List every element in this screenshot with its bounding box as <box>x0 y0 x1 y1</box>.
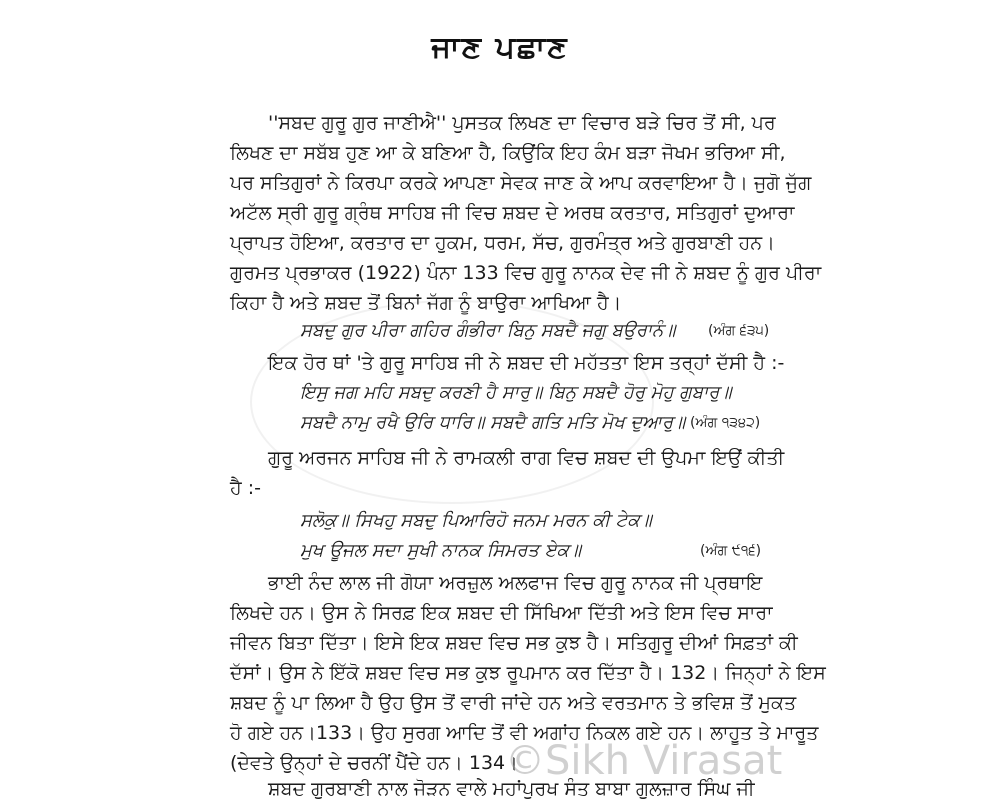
paragraph-line: ਗੁਰੂ ਅਰਜਨ ਸਾਹਿਬ ਜੀ ਨੇ ਰਾਮਕਲੀ ਰਾਗ ਵਿਚ ਸ਼ਬਦ ਦੀ ਉਪਮਾ ਇਉਂ ਕੀਤੀ <box>268 447 785 469</box>
gurbani-quote: ਮੁਖ ਊਜਲ ਸਦਾ ਸੁਖੀ ਨਾਨਕ ਸਿਮਰਤ ਏਕ॥ <box>300 540 582 561</box>
paragraph-line: ਲਿਖਦੇ ਹਨ। ਉਸ ਨੇ ਸਿਰਫ਼ ਇਕ ਸ਼ਬਦ ਦੀ ਸਿੱਖਿਆ ਦਿੱਤੀ ਅਤੇ ਇਸ ਵਿਚ ਸਾਰਾ <box>230 602 773 624</box>
gurbani-quote: ਸਬਦੁ ਗੁਰ ਪੀਰਾ ਗਹਿਰ ਗੰਭੀਰਾ ਬਿਨੁ ਸਬਦੈ ਜਗੁ ਬਉਰਾਨੰ॥ <box>300 320 676 341</box>
paragraph-line: ਅਟੱਲ ਸ੍ਰੀ ਗੁਰੂ ਗ੍ਰੰਥ ਸਾਹਿਬ ਜੀ ਵਿਚ ਸ਼ਬਦ ਦੇ ਅਰਥ ਕਰਤਾਰ, ਸਤਿਗੁਰਾਂ ਦੁਆਰਾ <box>230 202 795 224</box>
gurbani-quote: ਇਸੁ ਜਗ ਮਹਿ ਸਬਦੁ ਕਰਣੀ ਹੈ ਸਾਰੁ॥ ਬਿਨੁ ਸਬਦੈ ਹੋਰੁ ਮੋਹੁ ਗੁਬਾਰੁ॥ <box>300 382 732 403</box>
paragraph-line: ਭਾਈ ਨੰਦ ਲਾਲ ਜੀ ਗੋਯਾ ਅਰਜ਼ੁਲ ਅਲਫਾਜ ਵਿਚ ਗੁਰੂ ਨਾਨਕ ਜੀ ਪ੍ਰਥਾਇ <box>268 572 763 594</box>
paragraph-line: ਦੱਸਾਂ। ਉਸ ਨੇ ਇੱਕੋ ਸ਼ਬਦ ਵਿਚ ਸਭ ਕੁਝ ਰੂਪਮਾਨ ਕਰ ਦਿੱਤਾ ਹੈ। 132। ਜਿਨ੍ਹਾਂ ਨੇ ਇਸ <box>230 662 826 684</box>
quote-reference: (ਅੰਗ ੯੧੬) <box>700 543 762 559</box>
paragraph-line: ਕਿਹਾ ਹੈ ਅਤੇ ਸ਼ਬਦ ਤੋਂ ਬਿਨਾਂ ਜੱਗ ਨੂੰ ਬਾਉਰਾ ਆਖਿਆ ਹੈ। <box>230 292 622 314</box>
paragraph-line: (ਦੇਵਤੇ ਉਨ੍ਹਾਂ ਦੇ ਚਰਨੀਂ ਪੈਂਦੇ ਹਨ। 134। <box>230 752 518 774</box>
page-title: ਜਾਣ ਪਛਾਣ <box>431 30 569 65</box>
gurbani-quote: ਸਲੋਕੁ॥ ਸਿਖਹੁ ਸਬਦੁ ਪਿਆਰਿਹੋ ਜਨਮ ਮਰਨ ਕੀ ਟੇਕ॥ <box>300 510 652 531</box>
paragraph-line: ਜੀਵਨ ਬਿਤਾ ਦਿੱਤਾ। ਇਸੇ ਇਕ ਸ਼ਬਦ ਵਿਚ ਸਭ ਕੁਝ ਹੈ। ਸਤਿਗੁਰੂ ਦੀਆਂ ਸਿਫ਼ਤਾਂ ਕੀ <box>230 632 798 654</box>
paragraph-line: ਸ਼ਬਦ ਨੂੰ ਪਾ ਲਿਆ ਹੈ ਉਹ ਉਸ ਤੋਂ ਵਾਰੀ ਜਾਂਦੇ ਹਨ ਅਤੇ ਵਰਤਮਾਨ ਤੇ ਭਵਿਸ਼ ਤੋਂ ਮੁਕਤ <box>230 692 797 714</box>
paragraph-line: ਹੋ ਗਏ ਹਨ।133। ਉਹ ਸੁਰਗ ਆਦਿ ਤੋਂ ਵੀ ਅਗਾਂਹ ਨਿਕਲ ਗਏ ਹਨ। ਲਾਹੂਤ ਤੇ ਮਾਰੂਤ <box>230 722 819 744</box>
quote-reference: (ਅੰਗ ੬੩੫) <box>708 323 770 339</box>
paragraph-line: ਪਰ ਸਤਿਗੁਰਾਂ ਨੇ ਕਿਰਪਾ ਕਰਕੇ ਆਪਣਾ ਸੇਵਕ ਜਾਣ ਕੇ ਆਪ ਕਰਵਾਇਆ ਹੈ। ਜੁਗੋ ਜੁੱਗ <box>230 172 812 194</box>
paragraph-line: ਪ੍ਰਾਪਤ ਹੋਇਆ, ਕਰਤਾਰ ਦਾ ਹੁਕਮ, ਧਰਮ, ਸੱਚ, ਗੁਰਮੰਤ੍ਰ ਅਤੇ ਗੁਰਬਾਣੀ ਹਨ। <box>230 232 775 254</box>
paragraph-line: ਸ਼ਬਦ ਗੁਰਬਾਣੀ ਨਾਲ ਜੋੜਨ ਵਾਲੇ ਮਹਾਂਪੁਰਖ ਸੰਤ ਬਾਬਾ ਗੁਲਜ਼ਾਰ ਸਿੰਘ ਜੀ <box>268 778 755 800</box>
copyright-watermark: ©Sikh Virasat <box>505 738 783 784</box>
gurbani-quote: ਸਬਦੈ ਨਾਮੁ ਰਖੈ ਉਰਿ ਧਾਰਿ॥ ਸਬਦੈ ਗਤਿ ਮਤਿ ਮੋਖ ਦੁਆਰੁ॥ <box>300 412 686 433</box>
paragraph-line: ਗੁਰਮਤ ਪ੍ਰਭਾਕਰ (1922) ਪੰਨਾ 133 ਵਿਚ ਗੁਰੂ ਨਾਨਕ ਦੇਵ ਜੀ ਨੇ ਸ਼ਬਦ ਨੂੰ ਗੁਰ ਪੀਰਾ <box>230 262 822 284</box>
quote-reference: (ਅੰਗ ੧੩੪੨) <box>690 415 761 431</box>
paragraph-line: ਲਿਖਣ ਦਾ ਸਬੱਬ ਹੁਣ ਆ ਕੇ ਬਣਿਆ ਹੈ, ਕਿਉਂਕਿ ਇਹ ਕੰਮ ਬੜਾ ਜੋਖਮ ਭਰਿਆ ਸੀ, <box>230 142 786 164</box>
paragraph-line: ਹੈ :- <box>230 477 261 499</box>
paragraph-line: ਇਕ ਹੋਰ ਥਾਂ 'ਤੇ ਗੁਰੂ ਸਾਹਿਬ ਜੀ ਨੇ ਸ਼ਬਦ ਦੀ ਮਹੱਤਤਾ ਇਸ ਤਰ੍ਹਾਂ ਦੱਸੀ ਹੈ :- <box>268 352 785 374</box>
paragraph-line: ''ਸਬਦ ਗੁਰੂ ਗੁਰ ਜਾਣੀਐ'' ਪੁਸਤਕ ਲਿਖਣ ਦਾ ਵਿਚਾਰ ਬੜੇ ਚਿਰ ਤੋਂ ਸੀ, ਪਰ <box>268 112 776 134</box>
